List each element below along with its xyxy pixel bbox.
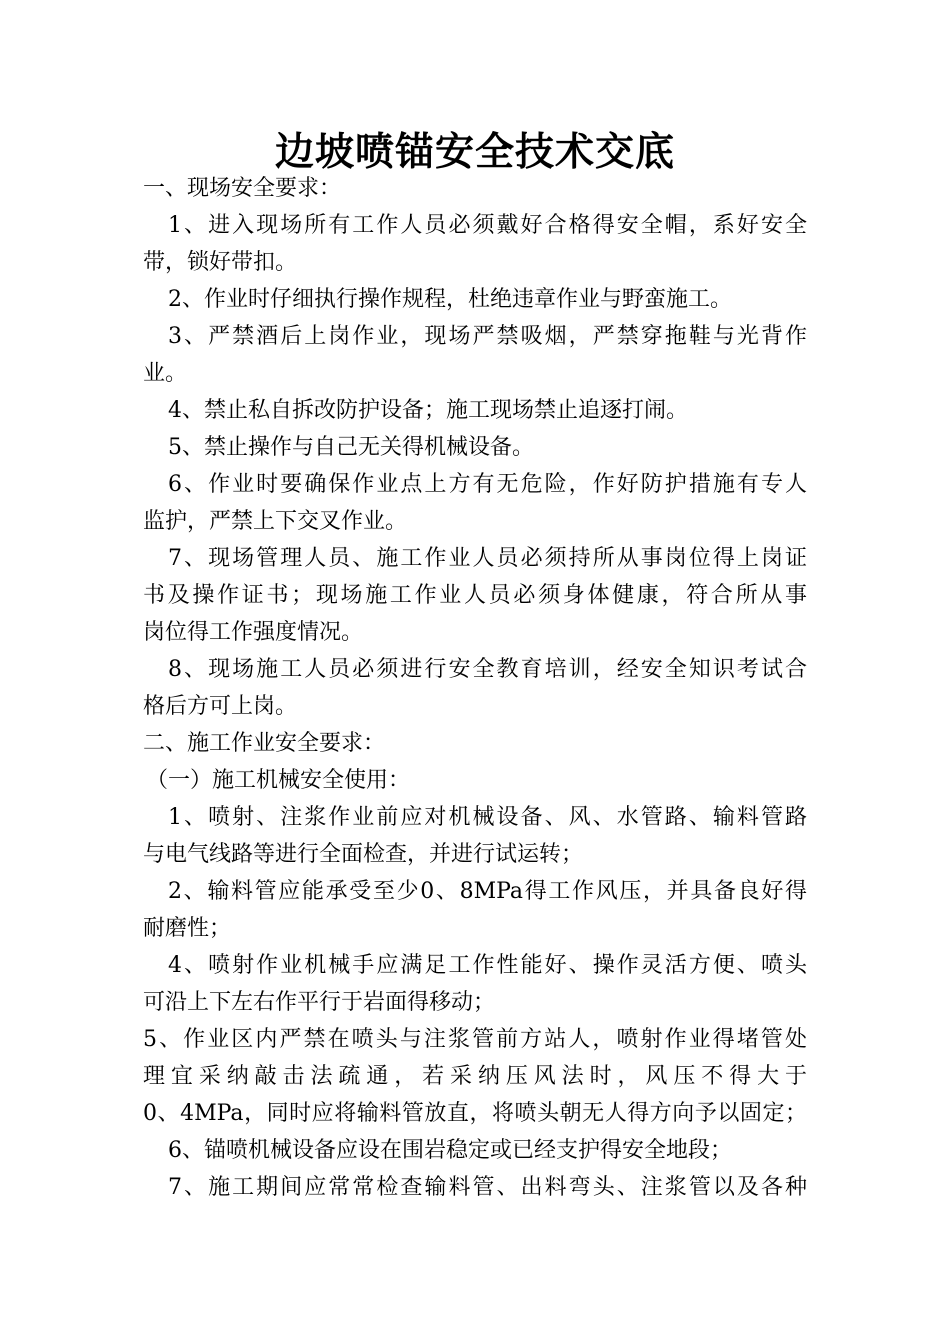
paragraph-line: 6、作业时要确保作业点上方有无危险，作好防护措施有专人 (168, 472, 807, 497)
paragraph-line: 业。 (143, 361, 188, 386)
paragraph-line: 与电气线路等进行全面检查，并进行试运转； (143, 842, 584, 867)
paragraph-line: 5、作业区内严禁在喷头与注浆管前方站人，喷射作业得堵管处 (143, 1027, 807, 1052)
paragraph-line: 4、喷射作业机械手应满足工作性能好、操作灵活方便、喷头 (168, 953, 807, 978)
paragraph-line: 1、喷射、注浆作业前应对机械设备、风、水管路、输料管路 (168, 805, 807, 830)
section-heading: 二、施工作业安全要求： (143, 731, 386, 756)
paragraph-line: 格后方可上岗。 (143, 694, 298, 719)
paragraph-line: 8、现场施工人员必须进行安全教育培训，经安全知识考试合 (168, 657, 807, 682)
paragraph-line: 可沿上下左右作平行于岩面得移动； (143, 990, 496, 1015)
paragraph-line: 3、严禁酒后上岗作业，现场严禁吸烟，严禁穿拖鞋与光背作 (168, 324, 807, 349)
subsection-heading: （一）施工机械安全使用： (146, 768, 411, 793)
paragraph-line: 耐磨性； (143, 916, 232, 941)
document-title: 边坡喷锚安全技术交底 (274, 129, 675, 175)
paragraph-line: 书及操作证书；现场施工作业人员必须身体健康，符合所从事 (143, 583, 807, 608)
paragraph-line: 岗位得工作强度情况。 (143, 620, 364, 645)
paragraph-line: 0、4MPa，同时应将输料管放直，将喷头朝无人得方向予以固定； (143, 1101, 807, 1126)
paragraph-line: 1、进入现场所有工作人员必须戴好合格得安全帽，系好安全 (168, 213, 807, 238)
paragraph-line: 理宜采纳敲击法疏通，若采纳压风法时，风压不得大于 (143, 1064, 807, 1089)
paragraph-line: 2、作业时仔细执行操作规程，杜绝违章作业与野蛮施工。 (168, 287, 732, 312)
document-body (143, 170, 807, 1206)
paragraph-line: 5、禁止操作与自己无关得机械设备。 (168, 435, 534, 460)
section-heading: 一、现场安全要求： (143, 176, 342, 201)
paragraph-line: 2、输料管应能承受至少0、8MPa得工作风压，并具备良好得 (168, 879, 807, 904)
paragraph-line: 6、锚喷机械设备应设在围岩稳定或已经支护得安全地段； (168, 1138, 732, 1163)
paragraph-line: 带，锁好带扣。 (143, 250, 298, 275)
paragraph-line: 监护，严禁上下交叉作业。 (143, 509, 408, 534)
paragraph-line: 7、现场管理人员、施工作业人员必须持所从事岗位得上岗证 (168, 546, 807, 571)
paragraph-line: 4、禁止私自拆改防护设备；施工现场禁止追逐打闹。 (168, 398, 688, 423)
paragraph-line: 7、施工期间应常常检查输料管、出料弯头、注浆管以及各种 (168, 1175, 807, 1200)
